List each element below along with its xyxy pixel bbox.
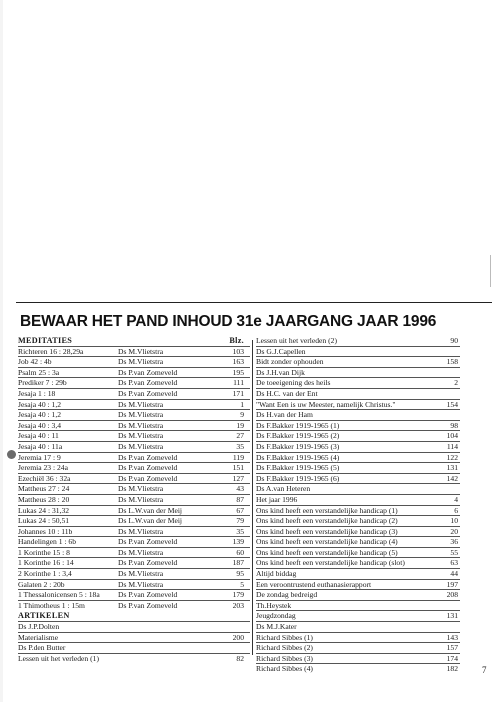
meditatie-page: 5 xyxy=(240,579,244,589)
right-entry-row xyxy=(256,610,460,621)
page-number: 7 xyxy=(482,665,487,675)
right-entry-row xyxy=(256,409,460,420)
meditatie-page: 195 xyxy=(232,367,244,377)
right-entry-page: 131 xyxy=(446,611,458,621)
right-entry-text: Altijd biddag xyxy=(256,569,297,579)
right-entry-row xyxy=(256,336,460,346)
meditatie-row xyxy=(18,388,250,399)
meditatie-row xyxy=(18,346,250,357)
meditatie-page: 127 xyxy=(232,473,244,483)
meditatie-page: 163 xyxy=(232,357,244,367)
top-rule xyxy=(16,302,492,303)
meditatie-ref: Jesaja 40 : 11 xyxy=(18,431,59,441)
right-entry-page: 143 xyxy=(446,632,458,642)
right-entry-page: 55 xyxy=(450,547,458,557)
right-entry-page: 157 xyxy=(446,643,458,653)
meditatie-author: Ds M.Vlietstra xyxy=(118,484,164,494)
right-entry-page: 98 xyxy=(450,420,458,430)
left-column xyxy=(18,336,250,663)
artikel-row xyxy=(18,642,250,653)
right-entry-text: Ds M.J.Kater xyxy=(256,622,297,632)
meditatie-row xyxy=(18,462,250,473)
meditatie-author: Ds M.Vlietstra xyxy=(118,569,164,579)
right-entry-row xyxy=(256,632,460,643)
right-entry-row xyxy=(256,642,460,653)
right-entry-text: Th.Heystek xyxy=(256,600,292,610)
meditatie-author: Ds P.van Zomeveld xyxy=(118,388,178,398)
meditatie-page: 95 xyxy=(236,569,244,579)
right-entry-text: Ds F.Bakker 1919-1965 (5) xyxy=(256,463,340,473)
meditatie-ref: Handelingen 1 : 6b xyxy=(18,537,76,547)
right-entry-row xyxy=(256,621,460,632)
meditatie-page: 19 xyxy=(236,420,244,430)
right-entry-row xyxy=(256,388,460,399)
meditatie-ref: Mattheus 27 : 24 xyxy=(18,484,70,494)
blz-heading: Blz. xyxy=(229,336,244,345)
right-entry-row xyxy=(256,589,460,600)
meditatie-row xyxy=(18,526,250,537)
right-entry-text: Het jaar 1996 xyxy=(256,494,298,504)
right-entry-text: Ds F.Bakker 1919-1965 (3) xyxy=(256,441,340,451)
meditatie-ref: Jesaja 40 : 1,2 xyxy=(18,410,62,420)
meditatie-row xyxy=(18,547,250,558)
right-entry-text: Ons kind heeft een verstandelijke handicap (slot) xyxy=(256,558,405,568)
meditatie-ref: Psalm 25 : 3a xyxy=(18,367,60,377)
right-entry-row xyxy=(256,367,460,378)
right-entry-text: Ds F.Bakker 1919-1965 (4) xyxy=(256,452,340,462)
right-entry-text: Ds F.Bakker 1919-1965 (2) xyxy=(256,431,340,441)
right-entry-row xyxy=(256,547,460,558)
right-entry-row xyxy=(256,505,460,516)
meditatie-ref: 1 Korinthe 16 : 14 xyxy=(18,558,74,568)
right-entry-text: Een veroontrustend euthanasierapport xyxy=(256,579,372,589)
meditatie-page: 179 xyxy=(232,590,244,600)
punch-hole xyxy=(7,450,16,459)
meditatie-row xyxy=(18,557,250,568)
meditatie-page: 87 xyxy=(236,494,244,504)
meditatie-author: Ds P.van Zomeveld xyxy=(118,452,178,462)
meditatie-page: 103 xyxy=(232,346,244,356)
right-entries-list xyxy=(256,336,460,674)
right-entry-row xyxy=(256,346,460,357)
right-entry-row xyxy=(256,494,460,505)
meditatie-author: Ds M.Vlietstra xyxy=(118,410,164,420)
meditatie-row xyxy=(18,579,250,590)
meditatie-row xyxy=(18,452,250,463)
artikel-row xyxy=(18,621,250,632)
right-entry-row xyxy=(256,452,460,463)
meditatie-author: Ds M.Vlietstra xyxy=(118,420,164,430)
right-entry-row xyxy=(256,526,460,537)
right-entry-text: Ds H.van der Ham xyxy=(256,410,313,420)
right-entry-text: Ds H.C. van der Ent xyxy=(256,388,318,398)
meditatie-page: 43 xyxy=(236,484,244,494)
meditatie-page: 79 xyxy=(236,516,244,526)
artikelen-list xyxy=(18,621,250,663)
binding-edge xyxy=(0,0,3,702)
meditatie-page: 171 xyxy=(232,388,244,398)
meditatie-author: Ds M.Vlietstra xyxy=(118,526,164,536)
right-entry-page: 2 xyxy=(454,378,458,388)
artikel-row xyxy=(18,632,250,643)
meditaties-heading: MEDITATIES xyxy=(18,336,73,345)
right-entry-page: 44 xyxy=(450,569,458,579)
meditatie-author: Ds M.Vlietstra xyxy=(118,579,164,589)
meditatie-author: Ds M.Vlietstra xyxy=(118,494,164,504)
artikelen-heading: ARTIKELEN xyxy=(18,611,70,621)
right-entry-page: 131 xyxy=(446,463,458,473)
right-entry-row xyxy=(256,536,460,547)
meditatie-row xyxy=(18,483,250,494)
meditatie-row xyxy=(18,441,250,452)
meditatie-ref: Lukas 24 : 50,51 xyxy=(18,516,70,526)
meditatie-ref: Galaten 2 : 20b xyxy=(18,579,65,589)
right-entry-text: Richard Sibbes (2) xyxy=(256,643,313,653)
meditatie-author: Ds M.Vlietstra xyxy=(118,431,164,441)
right-entry-page: 90 xyxy=(450,336,458,345)
meditatie-ref: 1 Thimotheus 1 : 15m xyxy=(18,600,85,610)
right-entry-row xyxy=(256,557,460,568)
meditatie-ref: Johannes 10 : 11b xyxy=(18,526,73,536)
right-entry-row xyxy=(256,473,460,484)
artikel-text: Materialisme xyxy=(18,632,59,642)
right-entry-page: 158 xyxy=(446,357,458,367)
right-entry-page: 20 xyxy=(450,526,458,536)
meditatie-page: 67 xyxy=(236,505,244,515)
artikel-row xyxy=(18,653,250,664)
right-entry-page: 36 xyxy=(450,537,458,547)
meditatie-ref: Ezechiël 36 : 32a xyxy=(18,473,71,483)
meditatie-row xyxy=(18,536,250,547)
right-entry-text: Ons kind heeft een verstandelijke handicap (2) xyxy=(256,516,398,526)
meditatie-author: Ds M.Vlietstra xyxy=(118,346,164,356)
meditatie-page: 35 xyxy=(236,526,244,536)
meditatie-ref: Jeremia 17 : 9 xyxy=(18,452,61,462)
meditatie-row xyxy=(18,399,250,410)
right-entry-text: Richard Sibbes (4) xyxy=(256,664,313,674)
right-entry-text: Ons kind heeft een verstandelijke handicap (4) xyxy=(256,537,398,547)
meditaties-header-row xyxy=(18,336,250,346)
meditatie-author: Ds M.Vlietstra xyxy=(118,547,164,557)
meditatie-row xyxy=(18,568,250,579)
right-entry-text: Ons kind heeft een verstandelijke handicap (3) xyxy=(256,526,398,536)
meditatie-row xyxy=(18,367,250,378)
meditatie-ref: Mattheus 28 : 20 xyxy=(18,494,70,504)
right-entry-text: Ds A.van Heteren xyxy=(256,484,311,494)
meditatie-ref: Jesaja 40 : 1,2 xyxy=(18,399,62,409)
meditaties-list xyxy=(18,346,250,611)
right-entry-row xyxy=(256,568,460,579)
meditatie-page: 139 xyxy=(232,537,244,547)
meditatie-ref: Jesaja 40 : 11a xyxy=(18,441,63,451)
meditatie-ref: Prediker 7 : 29b xyxy=(18,378,67,388)
right-entry-page: 174 xyxy=(446,653,458,663)
meditatie-row xyxy=(18,356,250,367)
right-entry-row xyxy=(256,663,460,674)
right-entry-text: Ons kind heeft een verstandelijke handicap (5) xyxy=(256,547,398,557)
meditatie-author: Ds M.Vlietstra xyxy=(118,441,164,451)
right-entry-row xyxy=(256,462,460,473)
right-entry-page: 63 xyxy=(450,558,458,568)
right-entry-text: Ons kind heeft een verstandelijke handicap (1) xyxy=(256,505,398,515)
artikel-page: 82 xyxy=(236,653,244,663)
meditatie-author: Ds P.van Zomeveld xyxy=(118,367,178,377)
right-entry-row xyxy=(256,600,460,611)
right-entry-row xyxy=(256,420,460,431)
meditatie-author: Ds P.van Zomeveld xyxy=(118,600,178,610)
meditatie-page: 203 xyxy=(232,600,244,610)
meditatie-row xyxy=(18,409,250,420)
meditatie-row xyxy=(18,494,250,505)
right-entry-text: Ds G.J.Capellen xyxy=(256,346,306,356)
right-entry-row xyxy=(256,399,460,410)
right-entry-page: 10 xyxy=(450,516,458,526)
page-title: BEWAAR HET PAND INHOUD 31e JAARGANG JAAR 1996 xyxy=(20,313,437,330)
right-entry-page: 4 xyxy=(454,494,458,504)
meditatie-row xyxy=(18,377,250,388)
meditatie-page: 27 xyxy=(236,431,244,441)
meditatie-row xyxy=(18,589,250,600)
right-entry-text: De zondag bedreigd xyxy=(256,590,318,600)
meditatie-row xyxy=(18,600,250,611)
meditatie-author: Ds P.van Zomeveld xyxy=(118,537,178,547)
meditatie-ref: Lukas 24 : 31,32 xyxy=(18,505,70,515)
meditatie-author: Ds P.van Zomeveld xyxy=(118,378,178,388)
meditatie-author: Ds L.W.van der Meij xyxy=(118,505,183,515)
right-entry-row xyxy=(256,579,460,590)
meditatie-ref: Jeremia 23 : 24a xyxy=(18,463,68,473)
right-entry-row xyxy=(256,483,460,494)
meditatie-author: Ds M.Vlietstra xyxy=(118,357,164,367)
right-entry-text: Richard Sibbes (1) xyxy=(256,632,313,642)
right-entry-page: 197 xyxy=(446,579,458,589)
right-entry-page: 208 xyxy=(446,590,458,600)
right-entry-text: Lessen uit het verleden (2) xyxy=(256,336,337,345)
artikel-page: 200 xyxy=(232,632,244,642)
meditatie-row xyxy=(18,473,250,484)
meditatie-author: Ds P.van Zomeveld xyxy=(118,558,178,568)
meditatie-author: Ds P.van Zomeveld xyxy=(118,463,178,473)
right-entry-page: 114 xyxy=(446,441,458,451)
right-entry-row xyxy=(256,430,460,441)
meditatie-ref: Jesaja 1 : 18 xyxy=(18,388,56,398)
right-entry-page: 182 xyxy=(446,664,458,674)
right-entry-page: 6 xyxy=(454,505,458,515)
right-entry-text: Ds J.H.van Dijk xyxy=(256,367,305,377)
meditatie-page: 119 xyxy=(232,452,244,462)
right-entry-text: Bidt zonder ophouden xyxy=(256,357,324,367)
meditatie-row xyxy=(18,505,250,516)
right-entry-row xyxy=(256,356,460,367)
meditatie-page: 151 xyxy=(232,463,244,473)
right-column xyxy=(256,336,460,674)
crop-mark xyxy=(490,255,491,287)
right-entry-page: 122 xyxy=(446,452,458,462)
meditatie-page: 35 xyxy=(236,441,244,451)
meditatie-page: 187 xyxy=(232,558,244,568)
right-entry-text: Ds F.Bakker 1919-1965 (1) xyxy=(256,420,340,430)
right-entry-text: Ds F.Bakker 1919-1965 (6) xyxy=(256,473,340,483)
meditatie-ref: Jesaja 40 : 3,4 xyxy=(18,420,62,430)
meditatie-page: 9 xyxy=(240,410,244,420)
artikelen-header-row xyxy=(18,611,250,621)
artikel-text: Lessen uit het verleden (1) xyxy=(18,653,99,663)
right-entry-row xyxy=(256,377,460,388)
right-entry-text: "Want Een is uw Meester, namelijk Christus." xyxy=(256,399,396,409)
meditatie-row xyxy=(18,420,250,431)
meditatie-ref: 1 Thessalonicensen 5 : 18a xyxy=(18,590,100,600)
meditatie-author: Ds L.W.van der Meij xyxy=(118,516,183,526)
meditatie-ref: Job 42 : 4b xyxy=(18,357,52,367)
meditatie-author: Ds M.Vlietstra xyxy=(118,399,164,409)
right-entry-page: 104 xyxy=(446,431,458,441)
right-entry-text: De toeeigening des heils xyxy=(256,378,331,388)
right-entry-row xyxy=(256,653,460,664)
meditatie-ref: Richteren 16 : 28,29a xyxy=(18,346,84,356)
right-entry-row xyxy=(256,515,460,526)
meditatie-page: 1 xyxy=(240,399,244,409)
artikel-text: Ds P.den Butter xyxy=(18,643,66,653)
right-entry-page: 154 xyxy=(446,399,458,409)
right-entry-text: Jeugdzondag xyxy=(256,611,296,621)
meditatie-author: Ds P.van Zomeveld xyxy=(118,473,178,483)
meditatie-row xyxy=(18,515,250,526)
artikel-text: Ds J.P.Dolten xyxy=(18,622,60,632)
right-entry-page: 142 xyxy=(446,473,458,483)
column-divider xyxy=(252,340,253,655)
meditatie-ref: 2 Korinthe 1 : 3,4 xyxy=(18,569,72,579)
meditatie-page: 60 xyxy=(236,547,244,557)
right-entry-text: Richard Sibbes (3) xyxy=(256,653,313,663)
meditatie-page: 111 xyxy=(233,378,244,388)
right-entry-row xyxy=(256,441,460,452)
meditatie-row xyxy=(18,430,250,441)
meditatie-ref: 1 Korinthe 15 : 8 xyxy=(18,547,70,557)
meditatie-author: Ds P.van Zomeveld xyxy=(118,590,178,600)
